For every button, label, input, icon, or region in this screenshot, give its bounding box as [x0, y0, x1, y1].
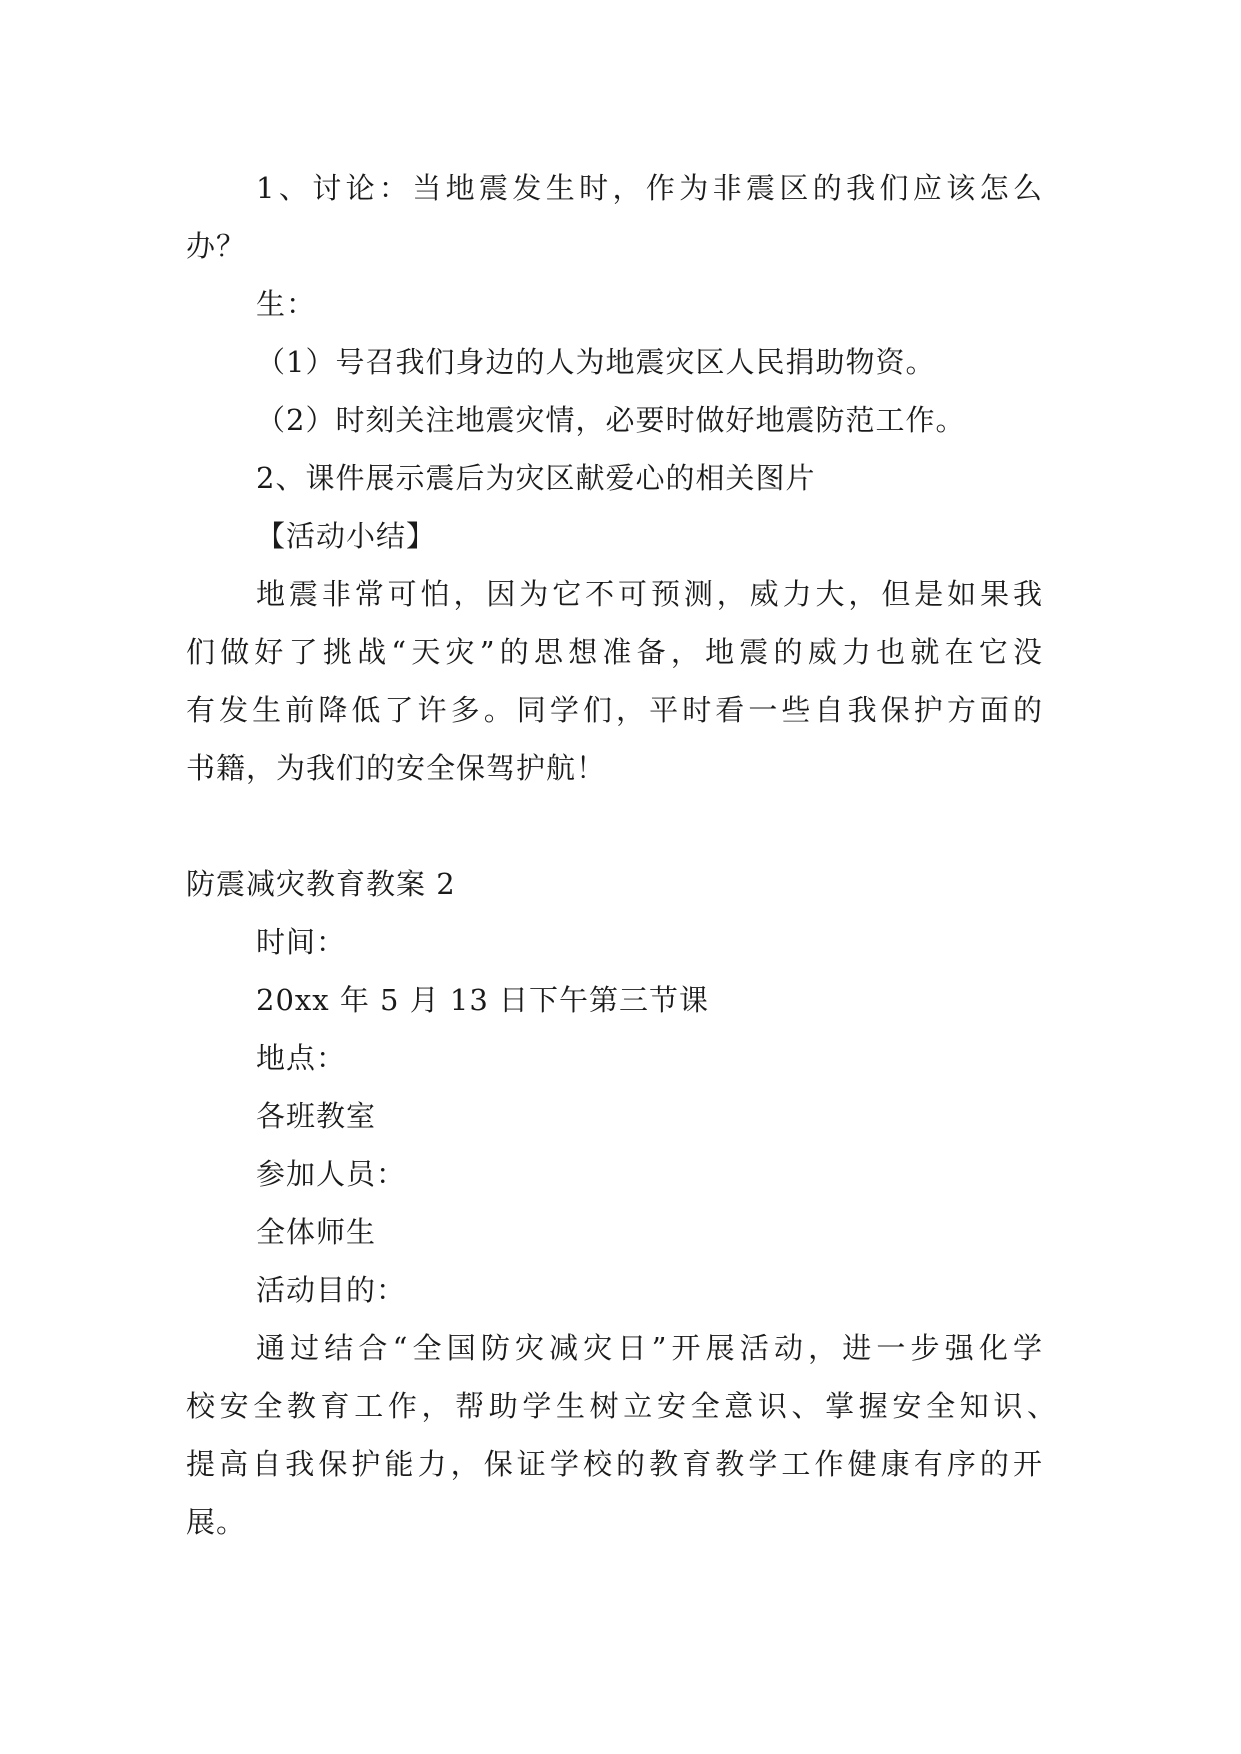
courseware-item: 2、课件展示震后为灾区献爱心的相关图片	[256, 461, 816, 495]
section-title: 防震减灾教育教案 2	[186, 867, 456, 901]
summary-heading: 【活动小结】	[256, 519, 437, 553]
purpose-label: 活动目的：	[256, 1273, 407, 1307]
time-label: 时间：	[256, 925, 347, 959]
place-label: 地点：	[256, 1041, 347, 1075]
student-label: 生：	[256, 287, 317, 321]
participants-value: 全体师生	[256, 1215, 377, 1249]
summary-line-2: 们做好了挑战“天灾”的思想准备，地震的威力也就在它没	[186, 635, 1042, 669]
summary-line-3: 有发生前降低了许多。同学们，平时看一些自我保护方面的	[186, 693, 1042, 727]
time-value: 20xx 年 5 月 13 日下午第三节课	[256, 983, 710, 1017]
discussion-line-1: 1、讨论：当地震发生时，作为非震区的我们应该怎么	[256, 171, 1042, 205]
place-value: 各班教室	[256, 1099, 377, 1133]
participants-label: 参加人员：	[256, 1157, 407, 1191]
purpose-line-1: 通过结合“全国防灾减灾日”开展活动，进一步强化学	[256, 1331, 1042, 1365]
purpose-line-2: 校安全教育工作，帮助学生树立安全意识、掌握安全知识、	[186, 1389, 1056, 1423]
discussion-line-2: 办？	[186, 229, 247, 263]
purpose-line-4: 展。	[186, 1505, 247, 1539]
answer-2: （2）时刻关注地震灾情，必要时做好地震防范工作。	[256, 403, 966, 437]
summary-line-1: 地震非常可怕，因为它不可预测，威力大，但是如果我	[256, 577, 1042, 611]
answer-1: （1）号召我们身边的人为地震灾区人民捐助物资。	[256, 345, 936, 379]
summary-line-4: 书籍，为我们的安全保驾护航！	[186, 751, 607, 785]
purpose-line-3: 提高自我保护能力，保证学校的教育教学工作健康有序的开	[186, 1447, 1042, 1481]
